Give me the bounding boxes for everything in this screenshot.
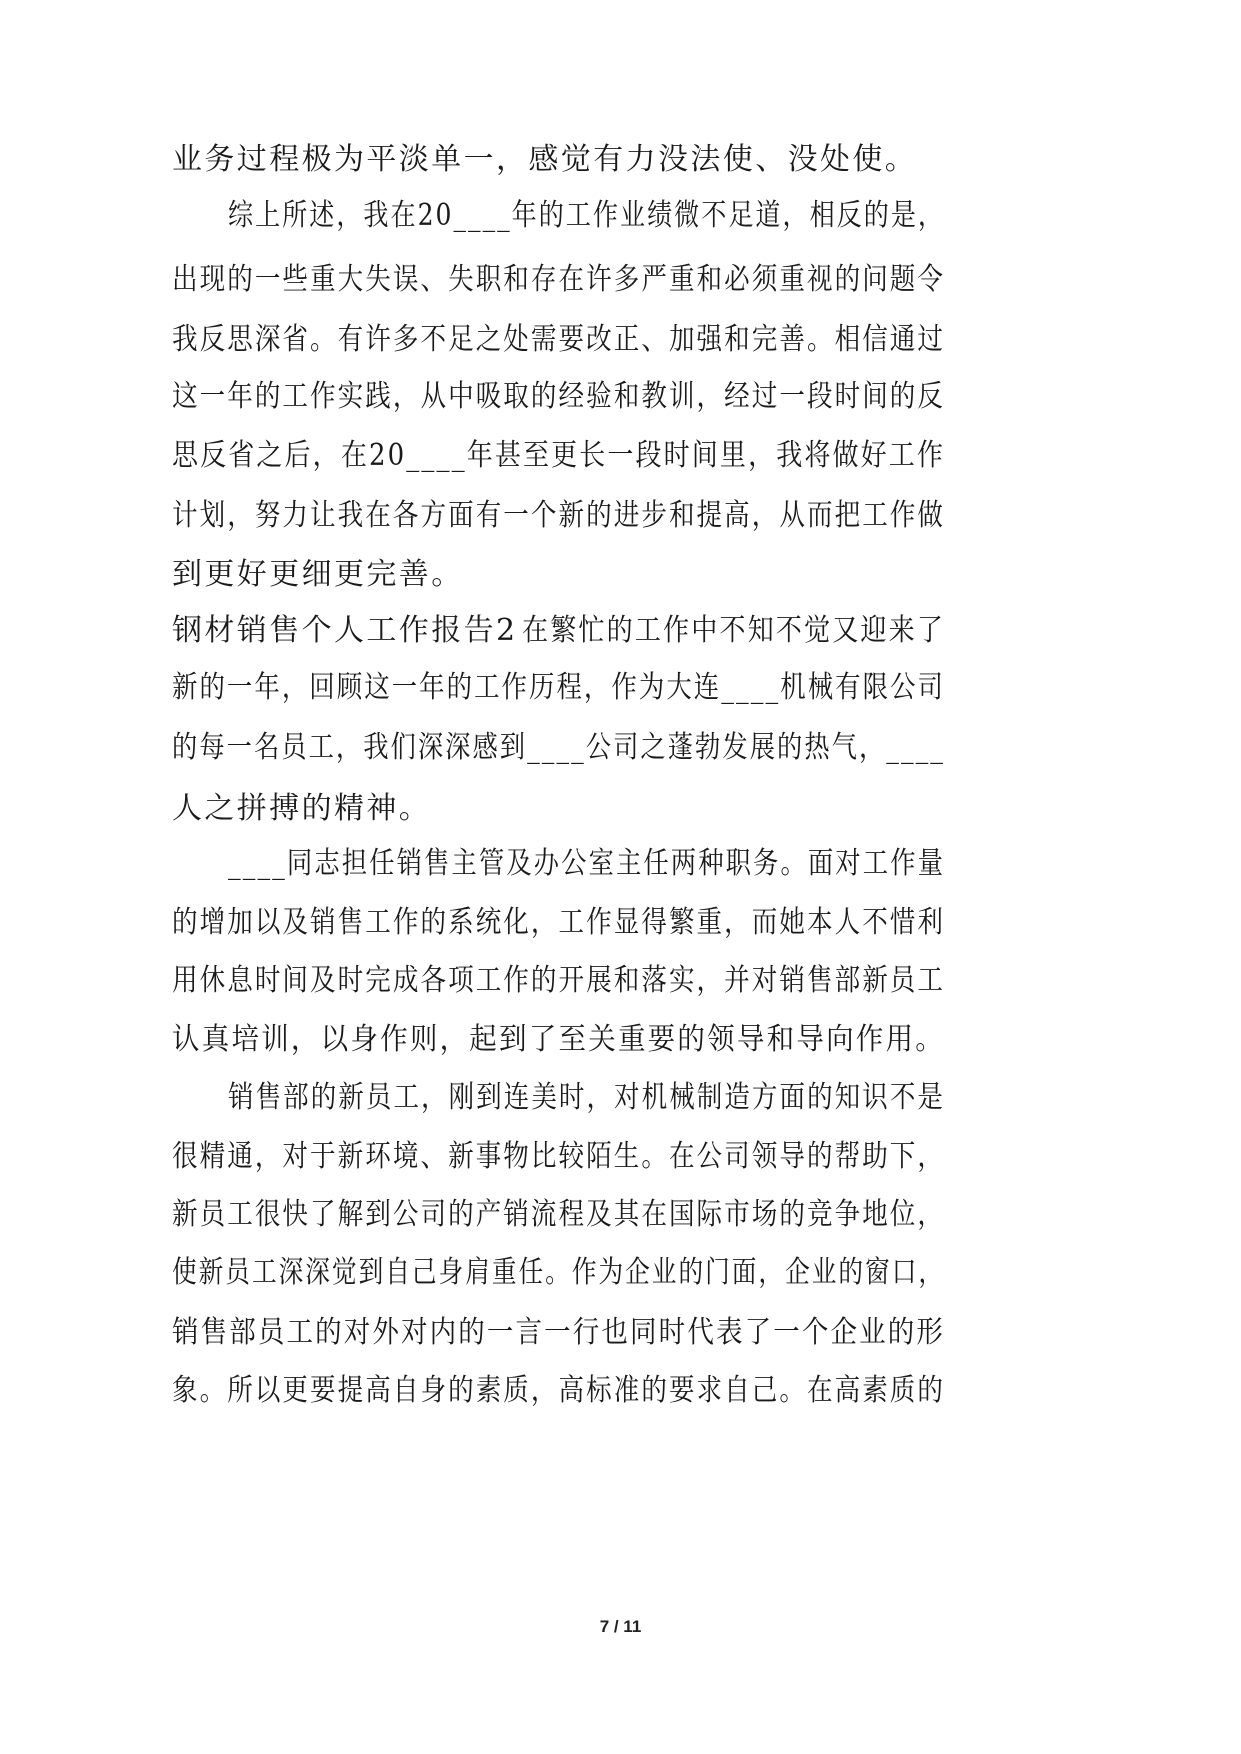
text-segment: 新员工很快了解到公司的产销流程及其在国际市场的竞争地位， xyxy=(172,1197,946,1232)
section-heading: 钢材销售个人工作报告2 xyxy=(172,613,518,648)
text-segment: 计划，努力让我在各方面有一个新的进步和提高，从而把工作做 xyxy=(172,498,946,533)
text-segment: 用休息时间及时完成各项工作的开展和落实，并对销售部新员工 xyxy=(172,963,946,998)
text-segment: 出现的一些重大失误、失职和存在许多严重和必须重视的问题令 xyxy=(172,262,946,297)
text-segment: 使新员工深深觉到自己身肩重任。作为企业的门面，企业的窗口， xyxy=(172,1255,946,1290)
text-segment: 综上所述，我在20____年的工作业绩微不足道，相反的是， xyxy=(228,198,946,233)
text-segment: 人之拼搏的精神。 xyxy=(172,791,432,826)
page-number: 7 / 11 xyxy=(599,1617,642,1636)
text-segment: 的增加以及销售工作的系统化，工作显得繁重，而她本人不惜利 xyxy=(172,905,946,940)
text-segment: 这一年的工作实践，从中吸取的经验和教训，经过一段时间的反 xyxy=(172,379,946,414)
text-line xyxy=(0,1371,1241,1491)
text-segment: 我反思深省。有许多不足之处需要改正、加强和完善。相信通过 xyxy=(172,322,946,357)
text-segment: 销售部员工的对外对内的一言一行也同时代表了一个企业的形 xyxy=(172,1315,945,1350)
text-segment: 新的一年，回顾这一年的工作历程，作为大连____机械有限公司 xyxy=(172,670,946,705)
text-segment: 的每一名员工，我们深深感到____公司之蓬勃发展的热气，____ xyxy=(172,730,945,765)
text-segment: 很精通，对于新环境、新事物比较陌生。在公司领导的帮助下， xyxy=(172,1139,946,1174)
text-segment: 在繁忙的工作中不知不觉又迎来了 xyxy=(522,613,946,648)
text-segment: ____同志担任销售主管及办公室主任两种职务。面对工作量 xyxy=(228,846,945,881)
text-segment: 销售部的新员工，刚到连美时，对机械制造方面的知识不是 xyxy=(228,1080,945,1115)
text-segment: 思反省之后，在20____年甚至更长一段时间里，我将做好工作 xyxy=(172,438,946,473)
text-segment: 认真培训，以身作则，起到了至关重要的领导和导向作用。 xyxy=(172,1022,945,1057)
text-segment: 业务过程极为平淡单一，感觉有力没法使、没处使。 xyxy=(172,142,918,177)
text-segment: 到更好更细更完善。 xyxy=(172,557,464,592)
text-segment: 象。所以更要提高自身的素质，高标准的要求自己。在高素质的 xyxy=(172,1373,946,1408)
